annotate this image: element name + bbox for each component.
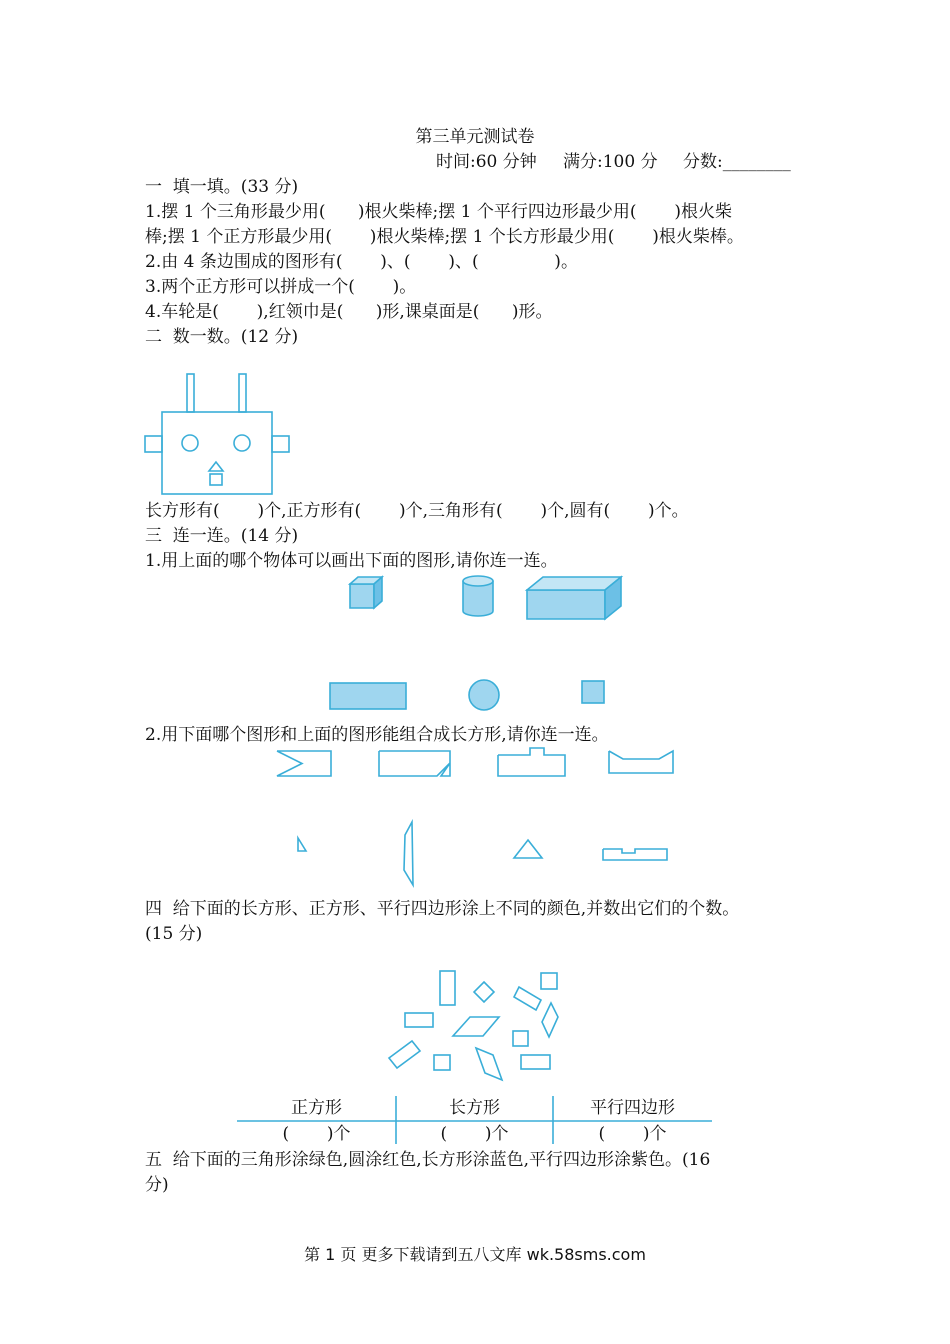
robot-head-rectangle	[162, 412, 272, 494]
robot-figure	[145, 374, 289, 494]
section3-q2: 2.用下面哪个图形和上面的图形能组合成长方形,请你连一连。	[145, 725, 609, 745]
section3-heading: 三 连一连。(14 分)	[145, 526, 299, 546]
shape-notch-left	[277, 751, 331, 776]
page-title: 第三单元测试卷	[415, 127, 535, 147]
section1-q4: 4.车轮是( ),红领巾是( )形,课桌面是( )形。	[145, 302, 553, 322]
table-cell-rectangle-count: ( )个	[440, 1124, 509, 1144]
scatter-rectangle-low	[521, 1055, 550, 1069]
flat-square	[582, 681, 604, 703]
section4-heading-line2: (15 分)	[145, 924, 203, 944]
section3-q1: 1.用上面的哪个物体可以画出下面的图形,请你连一连。	[145, 551, 558, 571]
scatter-shapes	[389, 971, 558, 1080]
solids-row	[350, 576, 621, 619]
piece-small-triangle	[298, 838, 306, 851]
full-score-label: 满分:100 分	[563, 152, 658, 172]
cylinder-object	[463, 576, 493, 616]
scatter-parallelogram-tilted	[476, 1048, 502, 1080]
section2-heading: 二 数一数。(12 分)	[145, 327, 299, 347]
robot-mouth-square	[210, 474, 222, 485]
section1-q1-line1: 1.摆 1 个三角形最少用( )根火柴棒;摆 1 个平行四边形最少用( )根火柴	[145, 202, 732, 222]
robot-eye-right	[234, 435, 250, 451]
robot-eye-left	[182, 435, 198, 451]
scatter-parallelogram-flat	[453, 1017, 499, 1036]
flat-rectangle	[330, 683, 406, 709]
piece-thin-parallelogram	[404, 822, 413, 885]
scatter-rotated-rectangle	[389, 1041, 420, 1068]
robot-ear-left	[145, 436, 162, 452]
piece-shapes-row	[298, 822, 667, 885]
piece-triangle	[514, 840, 542, 858]
robot-ear-right	[272, 436, 289, 452]
robot-antenna-right	[239, 374, 246, 412]
section4-heading-line1: 四 给下面的长方形、正方形、平行四边形涂上不同的颜色,并数出它们的个数。	[145, 899, 740, 919]
shape-corner-cut	[379, 751, 450, 776]
section1-q2: 2.由 4 条边围成的图形有( )、( )、( )。	[145, 252, 578, 272]
scatter-diamond-square	[474, 982, 494, 1002]
piece-notched-strip	[603, 849, 667, 860]
scatter-tilted-rectangle	[514, 987, 541, 1010]
scatter-square-mid	[513, 1031, 528, 1046]
table-header-parallelogram: 平行四边形	[590, 1098, 675, 1118]
page-footer: 第 1 页 更多下载请到五八文库 wk.58sms.com	[304, 1245, 646, 1264]
section1-q3: 3.两个正方形可以拼成一个( )。	[145, 277, 417, 297]
section1-heading: 一 填一填。(33 分)	[145, 177, 299, 197]
shape-notch-top	[609, 751, 673, 773]
score-label: 分数:________	[683, 152, 791, 172]
cube-object	[350, 577, 382, 608]
robot-nose-triangle	[209, 462, 223, 471]
scatter-square-low	[434, 1055, 450, 1070]
flat-circle	[469, 680, 499, 710]
table-header-square: 正方形	[291, 1098, 342, 1118]
scatter-square-top	[541, 973, 557, 989]
section2-answer: 长方形有( )个,正方形有( )个,三角形有( )个,圆有( )个。	[145, 501, 689, 521]
shape-tab-top	[498, 748, 565, 776]
scatter-small-rectangle	[405, 1013, 433, 1027]
table-cell-parallelogram-count: ( )个	[598, 1124, 667, 1144]
section5-heading-line1: 五 给下面的三角形涂绿色,圆涂红色,长方形涂蓝色,平行四边形涂紫色。(16	[145, 1150, 711, 1170]
scatter-parallelogram-vertical	[542, 1003, 558, 1037]
cuboid-object	[527, 577, 621, 619]
incomplete-shapes-row	[277, 748, 673, 776]
time-label: 时间:60 分钟	[436, 152, 537, 172]
scatter-tall-rectangle	[440, 971, 455, 1005]
section1-q1-line2: 棒;摆 1 个正方形最少用( )根火柴棒;摆 1 个长方形最少用( )根火柴棒。	[145, 227, 744, 247]
table-cell-square-count: ( )个	[282, 1124, 351, 1144]
section5-heading-line2: 分)	[145, 1175, 169, 1195]
flat-shapes-row	[330, 680, 604, 710]
table-header-rectangle: 长方形	[449, 1098, 500, 1118]
robot-antenna-left	[187, 374, 194, 412]
